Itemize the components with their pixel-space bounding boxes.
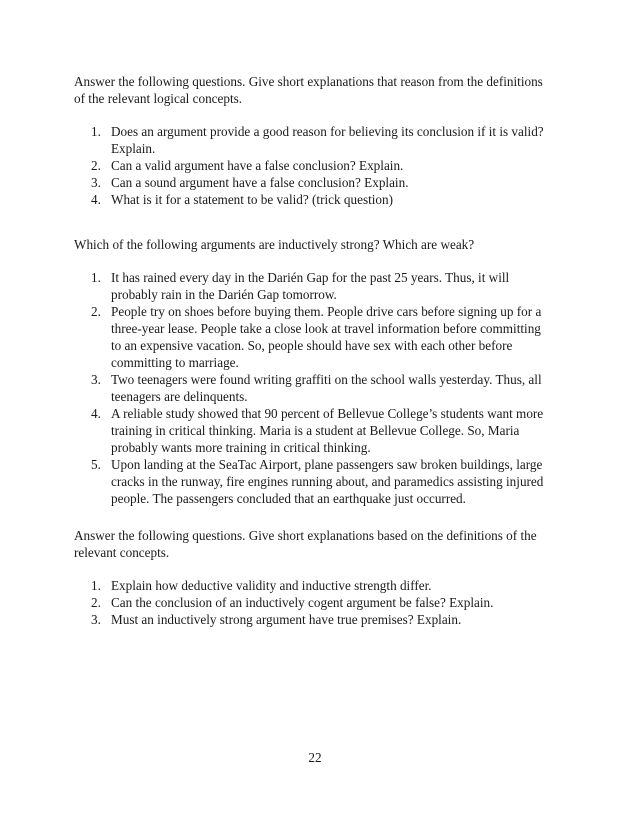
item-text: Must an inductively strong argument have true premises? Explain. — [111, 612, 462, 627]
item-text: Can a sound argument have a false conclusion? Explain. — [111, 175, 409, 190]
item-number: 5. — [91, 457, 101, 472]
item-text: Upon landing at the SeaTac Airport, plane passengers saw broken buildings, large cracks in the runway, fire engines running about, and paramedics assisting injured people. The passengers concluded that an earthquake just occurred. — [111, 457, 544, 506]
exercise-section-inductive-strength — [74, 236, 552, 507]
question-list — [74, 123, 552, 208]
item-number: 2. — [91, 595, 101, 610]
item-text: Does an argument provide a good reason for believing its conclusion if it is valid? Explain. — [111, 124, 544, 156]
section-instructions: Which of the following arguments are inductively strong? Which are weak? — [74, 237, 475, 252]
list-item — [74, 303, 552, 371]
item-text: Explain how deductive validity and inductive strength differ. — [111, 578, 432, 593]
item-text: It has rained every day in the Darién Gap for the past 25 years. Thus, it will probably rain in the Darién Gap tomorrow. — [111, 270, 510, 302]
page-number: 22 — [308, 750, 322, 765]
list-item — [74, 594, 552, 611]
item-number: 2. — [91, 304, 101, 319]
item-number: 2. — [91, 158, 101, 173]
item-number: 4. — [91, 406, 101, 421]
item-text: Can the conclusion of an inductively cogent argument be false? Explain. — [111, 595, 494, 610]
list-item — [74, 191, 552, 208]
exercise-section-logical-concepts — [74, 73, 552, 208]
item-number: 1. — [91, 124, 101, 139]
list-item — [74, 611, 552, 628]
list-item — [74, 174, 552, 191]
item-number: 3. — [91, 372, 101, 387]
section-instructions: Answer the following questions. Give short explanations that reason from the definitions of the relevant logical concepts. — [74, 74, 543, 106]
argument-list — [74, 269, 552, 507]
list-item — [74, 269, 552, 303]
item-number: 3. — [91, 612, 101, 627]
list-item — [74, 405, 552, 456]
item-text: People try on shoes before buying them. People drive cars before signing up for a three-year lease. People take a close look at travel information before committing to an expensive vacation. So, people should have sex with each other before committing to marriage. — [111, 304, 542, 370]
question-list — [74, 577, 552, 628]
section-instructions: Answer the following questions. Give short explanations based on the definitions of the relevant concepts. — [74, 528, 537, 560]
item-number: 1. — [91, 270, 101, 285]
item-number: 4. — [91, 192, 101, 207]
item-number: 1. — [91, 578, 101, 593]
list-item — [74, 577, 552, 594]
exercise-section-deduction-induction — [74, 527, 552, 628]
list-item — [74, 157, 552, 174]
item-text: What is it for a statement to be valid? (trick question) — [111, 192, 393, 207]
item-text: Can a valid argument have a false conclusion? Explain. — [111, 158, 404, 173]
list-item — [74, 123, 552, 157]
list-item — [74, 371, 552, 405]
item-number: 3. — [91, 175, 101, 190]
item-text: Two teenagers were found writing graffiti on the school walls yesterday. Thus, all teenagers are delinquents. — [111, 372, 542, 404]
list-item — [74, 456, 552, 507]
item-text: A reliable study showed that 90 percent of Bellevue College’s students want more training in critical thinking. Maria is a student at Bellevue College. So, Maria probably wants more training in critical thinking. — [111, 406, 544, 455]
